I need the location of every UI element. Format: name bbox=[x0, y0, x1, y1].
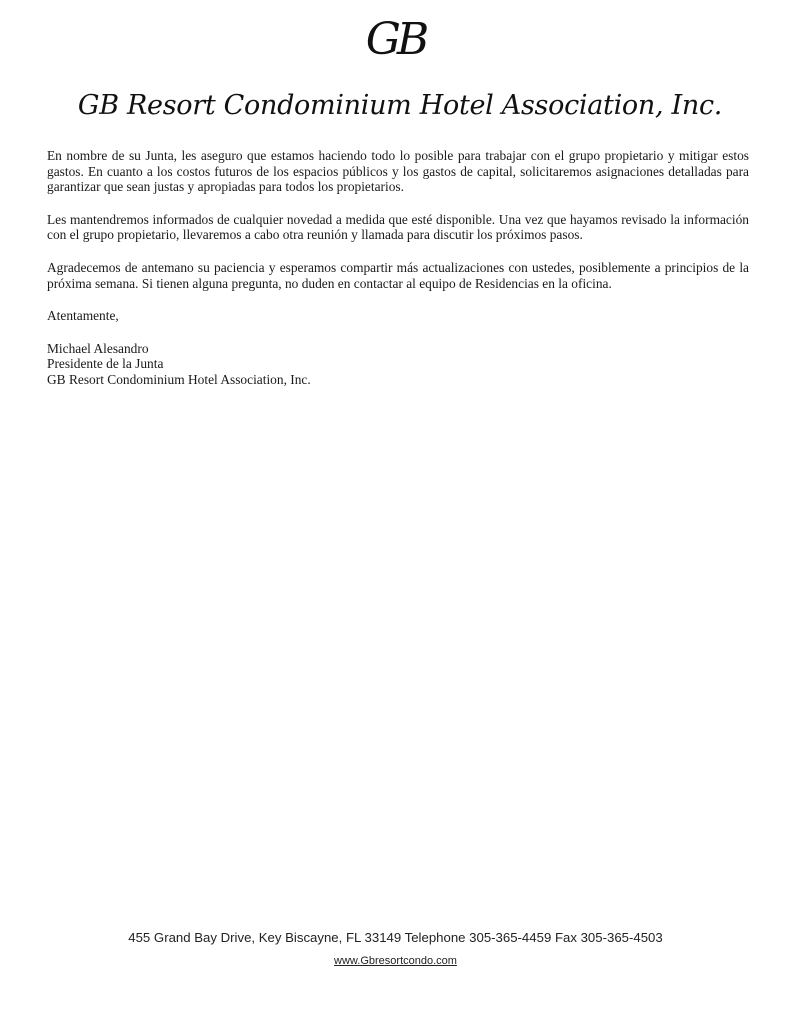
signer-role: Presidente de la Junta bbox=[47, 356, 164, 372]
body-paragraph-1: En nombre de su Junta, les aseguro que estamos haciendo todo lo posible para trabajar con el grupo propietario y mitigar estos gastos. En cuanto a los costos futuros de los espacios públicos y los gastos de capital, solicitaremos asignaciones detalladas para garantizar que sean justas y apropiadas para todos los propietarios. bbox=[47, 148, 749, 195]
closing-salutation: Atentamente, bbox=[47, 308, 119, 324]
signature-block bbox=[47, 341, 749, 388]
website-link[interactable]: www.Gbresortcondo.com bbox=[334, 955, 457, 967]
footer-website bbox=[0, 955, 791, 967]
signer-name: Michael Alesandro bbox=[47, 340, 149, 356]
letter-body bbox=[47, 148, 749, 388]
footer-address: 455 Grand Bay Drive, Key Biscayne, FL 33149 Telephone 305-365-4459 Fax 305-365-4503 bbox=[128, 930, 663, 945]
body-paragraph-2: Les mantendremos informados de cualquier novedad a medida que esté disponible. Una vez que hayamos revisado la información con el grupo propietario, llevaremos a cabo otra reunión y llamada para discutir los próximos pasos. bbox=[47, 211, 749, 243]
letterhead-monogram: GB bbox=[365, 14, 426, 65]
body-paragraph-3: Agradecemos de antemano su paciencia y esperamos compartir más actualizaciones con ustedes, posiblemente a principios de la próxima semana. Si tienen alguna pregunta, no duden en contactar al equipo de Residencias en la oficina. bbox=[47, 259, 749, 291]
letterhead-title: GB Resort Condominium Hotel Association, Inc. bbox=[77, 90, 723, 121]
signer-organization: GB Resort Condominium Hotel Association, Inc. bbox=[47, 371, 311, 387]
